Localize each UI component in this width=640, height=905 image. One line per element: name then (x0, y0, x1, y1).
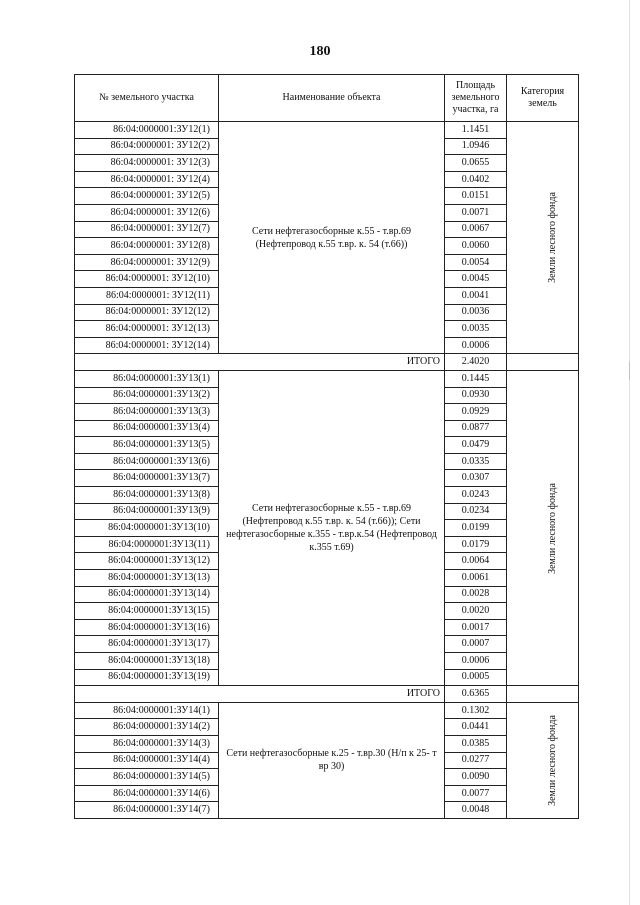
parcel-area: 1.0946 (445, 138, 507, 155)
land-category: Земли лесного фонда (546, 192, 558, 284)
parcel-code: 86:04:0000001: ЗУ12(2) (75, 138, 219, 155)
parcel-area: 0.1445 (445, 370, 507, 387)
parcel-area: 1.1451 (445, 122, 507, 139)
parcel-code: 86:04:0000001:ЗУ13(3) (75, 404, 219, 421)
parcel-area: 0.0077 (445, 785, 507, 802)
parcel-area: 0.0041 (445, 287, 507, 304)
parcel-code: 86:04:0000001:ЗУ14(4) (75, 752, 219, 769)
parcel-code: 86:04:0000001:ЗУ13(13) (75, 570, 219, 587)
parcel-area: 0.0054 (445, 254, 507, 271)
table-row (75, 122, 579, 139)
parcel-area: 0.0877 (445, 420, 507, 437)
parcel-code: 86:04:0000001:ЗУ13(5) (75, 437, 219, 454)
parcel-area: 0.0930 (445, 387, 507, 404)
parcel-area: 0.0067 (445, 221, 507, 238)
table-header-row (75, 75, 579, 122)
page-number: 180 (309, 44, 331, 59)
header-object: Наименование объекта (219, 75, 445, 122)
parcel-code: 86:04:0000001:ЗУ13(11) (75, 536, 219, 553)
table-row (75, 702, 579, 719)
object-name: Сети нефтегазосборные к.55 - т.вр.69 (Нефтепровод к.55 т.вр. к. 54 (т.66)); Сети нефтегазосборные к.355 - т.вр.к.54 (Нефтепровод к.355 т.69) (219, 370, 445, 685)
category-cell (507, 122, 579, 354)
parcel-area: 0.0655 (445, 155, 507, 172)
parcel-code: 86:04:0000001:ЗУ13(16) (75, 619, 219, 636)
parcel-code: 86:04:0000001:ЗУ13(8) (75, 487, 219, 504)
parcel-code: 86:04:0000001:ЗУ13(18) (75, 653, 219, 670)
parcel-area: 0.0179 (445, 536, 507, 553)
parcel-code: 86:04:0000001:ЗУ13(19) (75, 669, 219, 686)
land-parcels-table (74, 74, 579, 819)
parcel-area: 0.0005 (445, 669, 507, 686)
parcel-area: 0.0151 (445, 188, 507, 205)
scan-edge (629, 0, 630, 905)
parcel-area: 0.0036 (445, 304, 507, 321)
parcel-code: 86:04:0000001:ЗУ14(2) (75, 719, 219, 736)
parcel-code: 86:04:0000001: ЗУ12(7) (75, 221, 219, 238)
parcel-code: 86:04:0000001:ЗУ13(6) (75, 453, 219, 470)
parcel-code: 86:04:0000001:ЗУ13(2) (75, 387, 219, 404)
parcel-area: 0.0028 (445, 586, 507, 603)
parcel-area: 0.0061 (445, 570, 507, 587)
parcel-area: 0.0243 (445, 487, 507, 504)
parcel-area: 0.0071 (445, 204, 507, 221)
parcel-area: 0.0048 (445, 802, 507, 819)
parcel-area: 0.0234 (445, 503, 507, 520)
parcel-code: 86:04:0000001: ЗУ12(12) (75, 304, 219, 321)
parcel-area: 0.0385 (445, 735, 507, 752)
parcel-code: 86:04:0000001:ЗУ14(6) (75, 785, 219, 802)
total-row (75, 354, 579, 371)
land-category: Земли лесного фонда (546, 482, 558, 574)
parcel-area: 0.0017 (445, 619, 507, 636)
parcel-code: 86:04:0000001:ЗУ13(4) (75, 420, 219, 437)
parcel-code: 86:04:0000001:ЗУ13(14) (75, 586, 219, 603)
total-value: 0.6365 (445, 686, 507, 703)
parcel-code: 86:04:0000001: ЗУ12(4) (75, 171, 219, 188)
parcel-area: 0.0045 (445, 271, 507, 288)
parcel-code: 86:04:0000001:ЗУ12(1) (75, 122, 219, 139)
parcel-code: 86:04:0000001:ЗУ14(7) (75, 802, 219, 819)
parcel-area: 0.0479 (445, 437, 507, 454)
parcel-area: 0.0335 (445, 453, 507, 470)
category-cell (507, 370, 579, 685)
empty-cell (507, 354, 579, 371)
parcel-code: 86:04:0000001:ЗУ13(9) (75, 503, 219, 520)
parcel-code: 86:04:0000001: ЗУ12(11) (75, 287, 219, 304)
parcel-code: 86:04:0000001:ЗУ14(1) (75, 702, 219, 719)
parcel-code: 86:04:0000001:ЗУ13(10) (75, 520, 219, 537)
total-row (75, 686, 579, 703)
parcel-code: 86:04:0000001: ЗУ12(3) (75, 155, 219, 172)
header-area: Площадь земельного участка, га (445, 75, 507, 122)
parcel-code: 86:04:0000001:ЗУ13(15) (75, 603, 219, 620)
parcel-area: 0.0006 (445, 653, 507, 670)
parcel-code: 86:04:0000001:ЗУ14(5) (75, 769, 219, 786)
parcel-area: 0.0199 (445, 520, 507, 537)
parcel-area: 0.0090 (445, 769, 507, 786)
parcel-code: 86:04:0000001: ЗУ12(5) (75, 188, 219, 205)
parcel-code: 86:04:0000001:ЗУ13(7) (75, 470, 219, 487)
parcel-area: 0.0441 (445, 719, 507, 736)
parcel-area: 0.0006 (445, 337, 507, 354)
parcel-code: 86:04:0000001: ЗУ12(9) (75, 254, 219, 271)
total-label: ИТОГО (75, 686, 445, 703)
total-label: ИТОГО (75, 354, 445, 371)
total-value: 2.4020 (445, 354, 507, 371)
parcel-code: 86:04:0000001: ЗУ12(8) (75, 238, 219, 255)
parcel-area: 0.0060 (445, 238, 507, 255)
parcel-code: 86:04:0000001:ЗУ13(1) (75, 370, 219, 387)
parcel-area: 0.0402 (445, 171, 507, 188)
land-category: Земли лесного фонда (546, 714, 558, 806)
parcel-code: 86:04:0000001: ЗУ12(13) (75, 321, 219, 338)
parcel-area: 0.0035 (445, 321, 507, 338)
parcel-area: 0.0007 (445, 636, 507, 653)
parcel-area: 0.0064 (445, 553, 507, 570)
table-row (75, 370, 579, 387)
parcel-area: 0.0277 (445, 752, 507, 769)
parcel-code: 86:04:0000001:ЗУ13(12) (75, 553, 219, 570)
table-body (75, 122, 579, 819)
object-name: Сети нефтегазосборные к.55 - т.вр.69 (Нефтепровод к.55 т.вр. к. 54 (т.66)) (219, 122, 445, 354)
object-name: Сети нефтегазосборные к.25 - т.вр.30 (Н/п к 25- т вр 30) (219, 702, 445, 818)
parcel-code: 86:04:0000001:ЗУ13(17) (75, 636, 219, 653)
empty-cell (507, 686, 579, 703)
category-cell (507, 702, 579, 818)
parcel-area: 0.1302 (445, 702, 507, 719)
parcel-area: 0.0020 (445, 603, 507, 620)
parcel-area: 0.0307 (445, 470, 507, 487)
parcel-code: 86:04:0000001:ЗУ14(3) (75, 735, 219, 752)
parcel-code: 86:04:0000001: ЗУ12(10) (75, 271, 219, 288)
parcel-code: 86:04:0000001: ЗУ12(6) (75, 204, 219, 221)
header-parcel: № земельного участка (75, 75, 219, 122)
header-category: Категория земель (507, 75, 579, 122)
parcel-code: 86:04:0000001: ЗУ12(14) (75, 337, 219, 354)
parcel-area: 0.0929 (445, 404, 507, 421)
